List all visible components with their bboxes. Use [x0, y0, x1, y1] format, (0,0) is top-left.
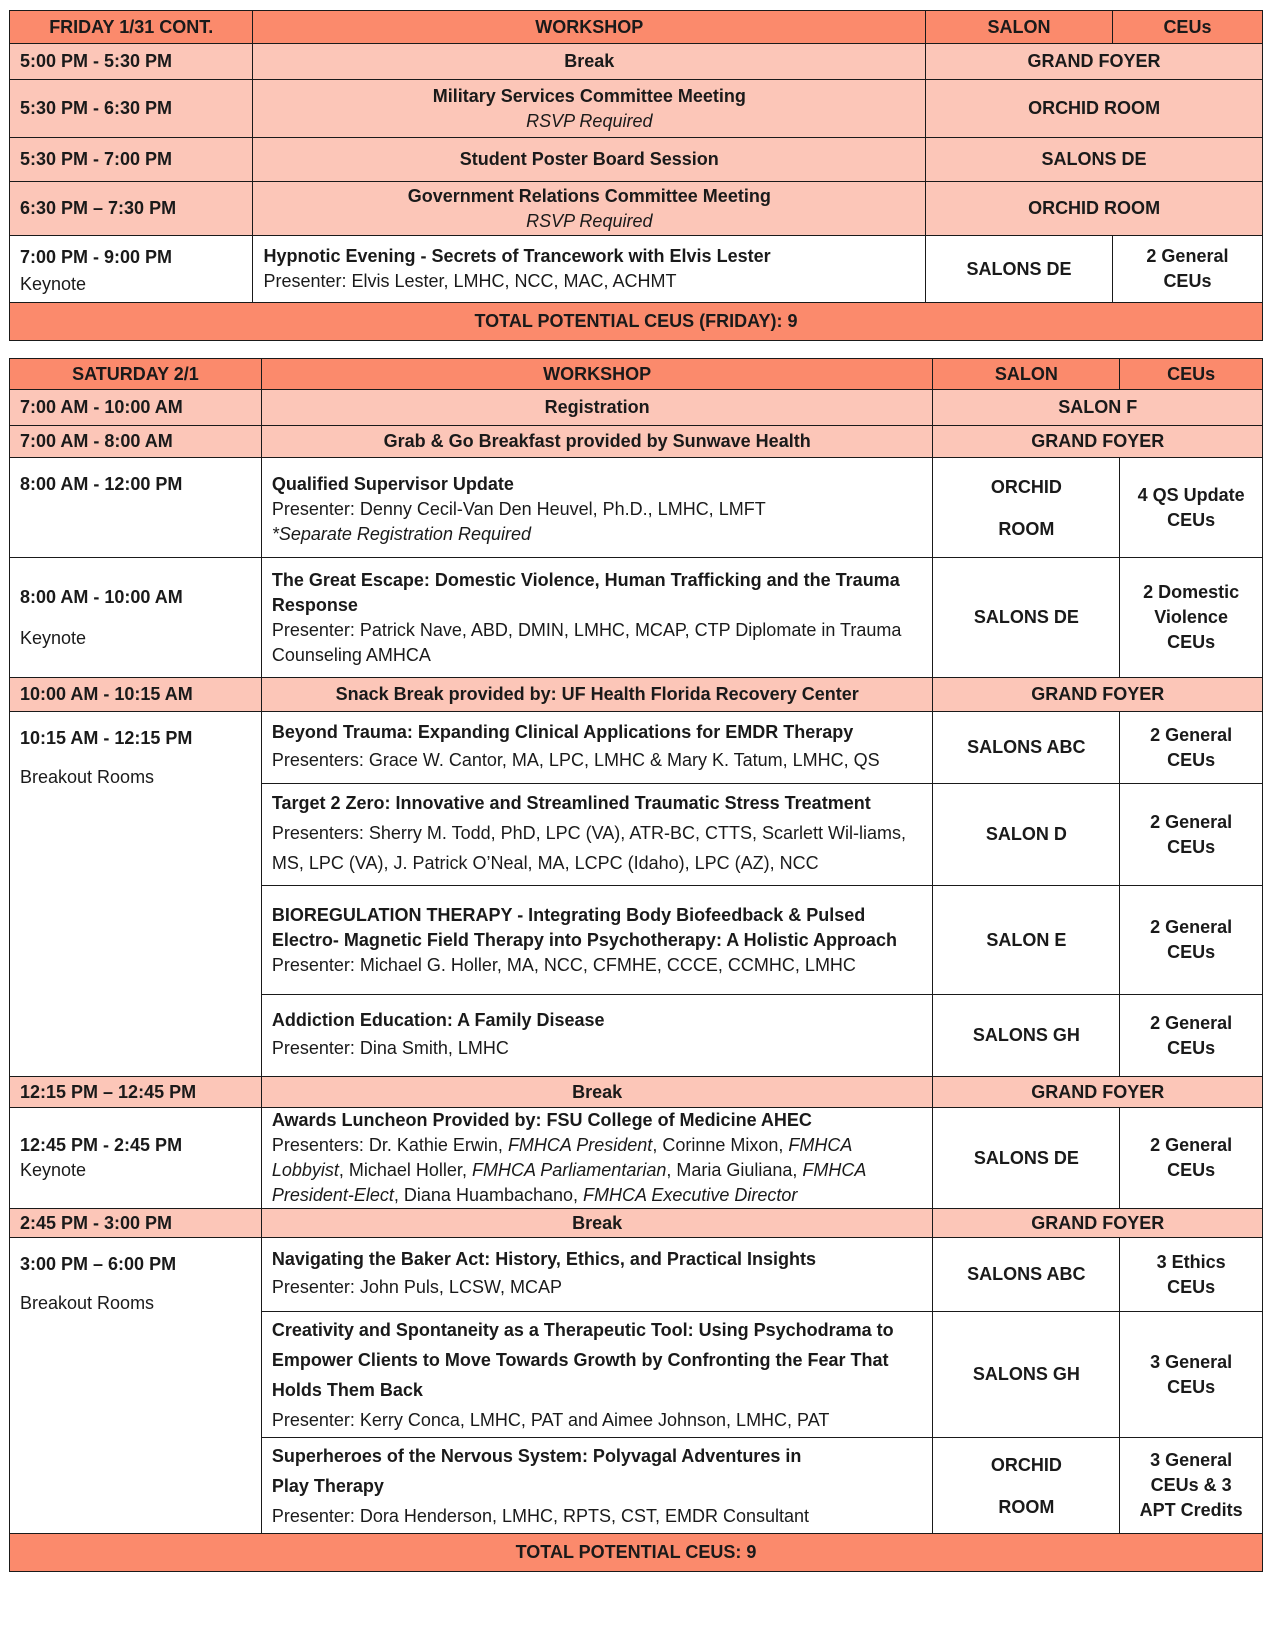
- ceus-line: 2 General: [1150, 1012, 1233, 1033]
- table-row: [10, 44, 1263, 80]
- ceus-line: CEUs: [1167, 749, 1216, 770]
- event-cell: [261, 558, 933, 678]
- table-row: [10, 182, 1263, 236]
- time-cell: 7:00 AM - 8:00 AM: [10, 426, 262, 458]
- time-cell: 5:00 PM - 5:30 PM: [10, 44, 253, 80]
- ceus-line: Violence: [1154, 607, 1228, 627]
- time-cell: 6:30 PM – 7:30 PM: [10, 182, 253, 236]
- ceus-cell: [1120, 1108, 1263, 1209]
- presenter: Presenter: Patrick Nave, ABD, DMIN, LMHC, MCAP, CTP Diplomate in Trauma Counseling AMHCA: [271, 619, 902, 665]
- time-cell: 2:45 PM - 3:00 PM: [10, 1209, 262, 1238]
- salon-cell: GRAND FOYER: [933, 678, 1263, 712]
- presenter-role: FMHCA President: [507, 1135, 653, 1155]
- event-cell: [261, 1108, 933, 1209]
- time-cell: 12:15 PM – 12:45 PM: [10, 1077, 262, 1108]
- salon-cell: SALON E: [933, 886, 1120, 995]
- table-row: [10, 80, 1263, 138]
- salon-cell: SALONS ABC: [933, 712, 1120, 784]
- ceus-line: CEUs: [1167, 836, 1216, 857]
- salon-line: ROOM: [998, 1496, 1055, 1517]
- session-type: Keynote: [20, 627, 87, 648]
- event-title: Hypnotic Evening - Secrets of Trancework with Elvis Lester: [263, 246, 771, 266]
- time-label: 8:00 AM - 12:00 PM: [20, 474, 183, 494]
- salon-cell: SALONS DE: [933, 1108, 1120, 1209]
- ceus-line: 4 QS Update: [1137, 484, 1245, 505]
- salon-cell: [933, 458, 1120, 558]
- ceus-line: CEUs: [1167, 1276, 1216, 1297]
- salon-cell: SALONS DE: [926, 138, 1263, 182]
- presenter-role: FMHCA Parliamentarian: [471, 1160, 667, 1180]
- ceus-cell: [1112, 236, 1262, 303]
- presenter: [272, 1133, 923, 1208]
- ceus-cell: [1120, 995, 1263, 1077]
- presenter: Presenter: Denny Cecil-Van Den Heuvel, Ph.D., LMHC, LMFT: [271, 499, 766, 519]
- ceus-line: 3 Ethics: [1156, 1251, 1226, 1272]
- salon-header: SALON: [933, 359, 1120, 390]
- event-title: Student Poster Board Session: [253, 138, 926, 182]
- presenter: Presenters: Sherry M. Todd, PhD, LPC (VA), ATR-BC, CTTS, Scarlett Wil-liams, MS, LPC (VA), J. Patrick O’Neal, MA, LCPC (Idaho), LPC (AZ), NCC: [271, 823, 906, 873]
- time-cell: [10, 1238, 262, 1534]
- presenter: Presenter: Dina Smith, LMHC: [271, 1038, 509, 1058]
- presenter-role: FMHCA President-Elect: [271, 1160, 866, 1205]
- event-title: Military Services Committee Meeting: [432, 85, 746, 106]
- presenter-name: Presenters: Dr. Kathie Erwin,: [271, 1135, 508, 1155]
- event-cell: [253, 182, 926, 236]
- event-note: RSVP Required: [526, 210, 653, 231]
- salon-line: ORCHID: [990, 1454, 1062, 1475]
- ceus-line: CEUs: [1163, 271, 1212, 291]
- table-row: [10, 1209, 1263, 1238]
- presenter: Presenters: Grace W. Cantor, MA, LPC, LMHC & Mary K. Tatum, LMHC, QS: [271, 750, 880, 770]
- event-title: Government Relations Committee Meeting: [407, 185, 771, 206]
- saturday-total: TOTAL POTENTIAL CEUS: 9: [10, 1534, 1263, 1572]
- ceus-line: CEUs: [1167, 1037, 1216, 1058]
- event-cell: [261, 712, 933, 784]
- time-cell: 7:00 AM - 10:00 AM: [10, 390, 262, 426]
- time-label: 3:00 PM – 6:00 PM: [20, 1254, 177, 1274]
- ceus-cell: [1120, 1438, 1263, 1534]
- friday-total-row: [10, 303, 1263, 341]
- salon-line: ROOM: [998, 518, 1055, 539]
- ceus-cell: [1120, 886, 1263, 995]
- salon-header: SALON: [926, 11, 1113, 44]
- ceus-cell: [1120, 1238, 1263, 1312]
- presenter-name: , Diana Huambachano,: [393, 1185, 584, 1205]
- ceus-line: 2 General: [1150, 811, 1233, 832]
- salon-line: ORCHID: [990, 476, 1062, 497]
- event-title: Break: [253, 44, 926, 80]
- session-type: Breakout Rooms: [20, 767, 155, 787]
- ceus-line: 2 General: [1150, 724, 1233, 745]
- workshop-header: WORKSHOP: [253, 11, 926, 44]
- salon-cell: SALONS GH: [933, 1312, 1120, 1438]
- friday-day-header: FRIDAY 1/31 CONT.: [10, 11, 253, 44]
- ceus-line: CEUs & 3: [1150, 1475, 1232, 1495]
- ceus-line: 2 General: [1150, 917, 1233, 937]
- salon-cell: SALONS DE: [926, 236, 1113, 303]
- time-cell: [10, 236, 253, 303]
- event-title: Grab & Go Breakfast provided by Sunwave Health: [261, 426, 933, 458]
- presenter-name: , Corinne Mixon,: [652, 1135, 789, 1155]
- table-row: [10, 390, 1263, 426]
- ceus-header: CEUs: [1112, 11, 1262, 44]
- event-cell: [261, 1238, 933, 1312]
- table-row: [10, 678, 1263, 712]
- table-row: [10, 236, 1263, 303]
- salon-cell: [933, 1438, 1120, 1534]
- salon-cell: SALONS DE: [933, 558, 1120, 678]
- time-cell: [10, 1108, 262, 1209]
- presenter: Presenter: John Puls, LCSW, MCAP: [271, 1277, 562, 1297]
- event-cell: [253, 80, 926, 138]
- table-row: [10, 1077, 1263, 1108]
- session-type: Breakout Rooms: [20, 1293, 155, 1313]
- presenter: Presenter: Kerry Conca, LMHC, PAT and Aimee Johnson, LMHC, PAT: [271, 1409, 830, 1430]
- salon-cell: GRAND FOYER: [926, 44, 1263, 80]
- ceus-line: CEUs: [1167, 1160, 1216, 1180]
- ceus-line: CEUs: [1167, 509, 1216, 530]
- table-row: [10, 458, 1263, 558]
- ceus-line: CEUs: [1167, 632, 1216, 652]
- presenter: Presenter: Elvis Lester, LMHC, NCC, MAC, ACHMT: [263, 271, 677, 291]
- ceus-cell: [1120, 458, 1263, 558]
- ceus-line: 2 Domestic: [1143, 582, 1240, 602]
- time-label: 10:15 AM - 12:15 PM: [20, 728, 193, 748]
- ceus-line: 3 General: [1150, 1351, 1233, 1372]
- presenter-name: , Maria Giuliana,: [666, 1160, 803, 1180]
- event-note: RSVP Required: [526, 110, 653, 131]
- session-type: Keynote: [20, 1160, 87, 1180]
- table-row: [10, 426, 1263, 458]
- friday-total: TOTAL POTENTIAL CEUS (FRIDAY): 9: [10, 303, 1263, 341]
- time-label: 8:00 AM - 10:00 AM: [20, 586, 183, 607]
- friday-header-row: [10, 11, 1263, 44]
- presenter: Presenter: Michael G. Holler, MA, NCC, CFMHE, CCCE, CCMHC, LMHC: [271, 954, 856, 975]
- event-note: *Separate Registration Required: [271, 524, 531, 544]
- table-row: [10, 558, 1263, 678]
- event-title: Registration: [261, 390, 933, 426]
- presenter-role: FMHCA Lobbyist: [271, 1135, 852, 1180]
- friday-schedule-table: [9, 10, 1263, 341]
- event-cell: [261, 995, 933, 1077]
- salon-cell: SALON F: [933, 390, 1263, 426]
- table-row: [10, 138, 1263, 182]
- ceus-line: APT Credits: [1139, 1500, 1243, 1520]
- event-title: Superheroes of the Nervous System: Polyvagal Adventures in Play Therapy: [271, 1445, 802, 1496]
- ceus-line: CEUs: [1167, 1376, 1216, 1397]
- time-label: 7:00 PM - 9:00 PM: [20, 246, 173, 267]
- presenter-role: FMHCA Executive Director: [583, 1185, 798, 1205]
- event-title: Creativity and Spontaneity as a Therapeutic Tool: Using Psychodrama to Empower Clients to Move Towards Growth by Confronting the Fear That Holds Them Back: [271, 1319, 894, 1400]
- presenter: Presenter: Dora Henderson, LMHC, RPTS, CST, EMDR Consultant: [271, 1505, 810, 1526]
- ceus-cell: [1120, 558, 1263, 678]
- time-cell: [10, 712, 262, 1077]
- salon-cell: GRAND FOYER: [933, 426, 1263, 458]
- time-cell: 5:30 PM - 7:00 PM: [10, 138, 253, 182]
- event-title: Awards Luncheon Provided by: FSU College of Medicine AHEC: [271, 1110, 812, 1130]
- event-cell: [261, 1312, 933, 1438]
- table-row: [10, 1108, 1263, 1209]
- event-title: Navigating the Baker Act: History, Ethics, and Practical Insights: [271, 1249, 816, 1269]
- salon-cell: ORCHID ROOM: [926, 182, 1263, 236]
- event-cell: [261, 886, 933, 995]
- event-title: Break: [261, 1209, 933, 1238]
- salon-cell: GRAND FOYER: [933, 1209, 1263, 1238]
- ceus-line: 2 General: [1146, 246, 1229, 266]
- event-cell: [261, 784, 933, 886]
- presenter-name: , Michael Holler,: [338, 1160, 472, 1180]
- salon-cell: ORCHID ROOM: [926, 80, 1263, 138]
- salon-cell: GRAND FOYER: [933, 1077, 1263, 1108]
- event-title: Break: [261, 1077, 933, 1108]
- saturday-total-row: [10, 1534, 1263, 1572]
- event-title: Addiction Education: A Family Disease: [271, 1010, 605, 1030]
- ceus-line: CEUs: [1167, 942, 1216, 962]
- salon-cell: SALONS GH: [933, 995, 1120, 1077]
- time-cell: 5:30 PM - 6:30 PM: [10, 80, 253, 138]
- ceus-cell: [1120, 784, 1263, 886]
- ceus-line: 2 General: [1150, 1135, 1233, 1155]
- table-row: [10, 1238, 1263, 1312]
- event-cell: [253, 236, 926, 303]
- time-cell: [10, 458, 262, 558]
- time-cell: 10:00 AM - 10:15 AM: [10, 678, 262, 712]
- saturday-schedule-table: [9, 358, 1263, 1572]
- event-title: Beyond Trauma: Expanding Clinical Applications for EMDR Therapy: [271, 722, 854, 742]
- event-title: The Great Escape: Domestic Violence, Human Trafficking and the Trauma Response: [271, 569, 900, 615]
- event-title: BIOREGULATION THERAPY - Integrating Body Biofeedback & Pulsed Electro- Magnetic Field Therapy into Psychotherapy: A Holistic Approach: [271, 904, 897, 950]
- salon-cell: SALONS ABC: [933, 1238, 1120, 1312]
- saturday-day-header: SATURDAY 2/1: [10, 359, 262, 390]
- event-title: Target 2 Zero: Innovative and Streamlined Traumatic Stress Treatment: [271, 793, 871, 813]
- salon-cell: SALON D: [933, 784, 1120, 886]
- event-cell: [261, 458, 933, 558]
- ceus-line: 3 General: [1150, 1450, 1233, 1470]
- ceus-cell: [1120, 712, 1263, 784]
- table-row: [10, 712, 1263, 784]
- session-type: Keynote: [20, 273, 87, 294]
- time-cell: [10, 558, 262, 678]
- ceus-header: CEUs: [1120, 359, 1263, 390]
- event-title: Snack Break provided by: UF Health Florida Recovery Center: [261, 678, 933, 712]
- event-cell: [261, 1438, 933, 1534]
- saturday-header-row: [10, 359, 1263, 390]
- workshop-header: WORKSHOP: [261, 359, 933, 390]
- time-label: 12:45 PM - 2:45 PM: [20, 1135, 183, 1155]
- ceus-cell: [1120, 1312, 1263, 1438]
- event-title: Qualified Supervisor Update: [271, 474, 514, 494]
